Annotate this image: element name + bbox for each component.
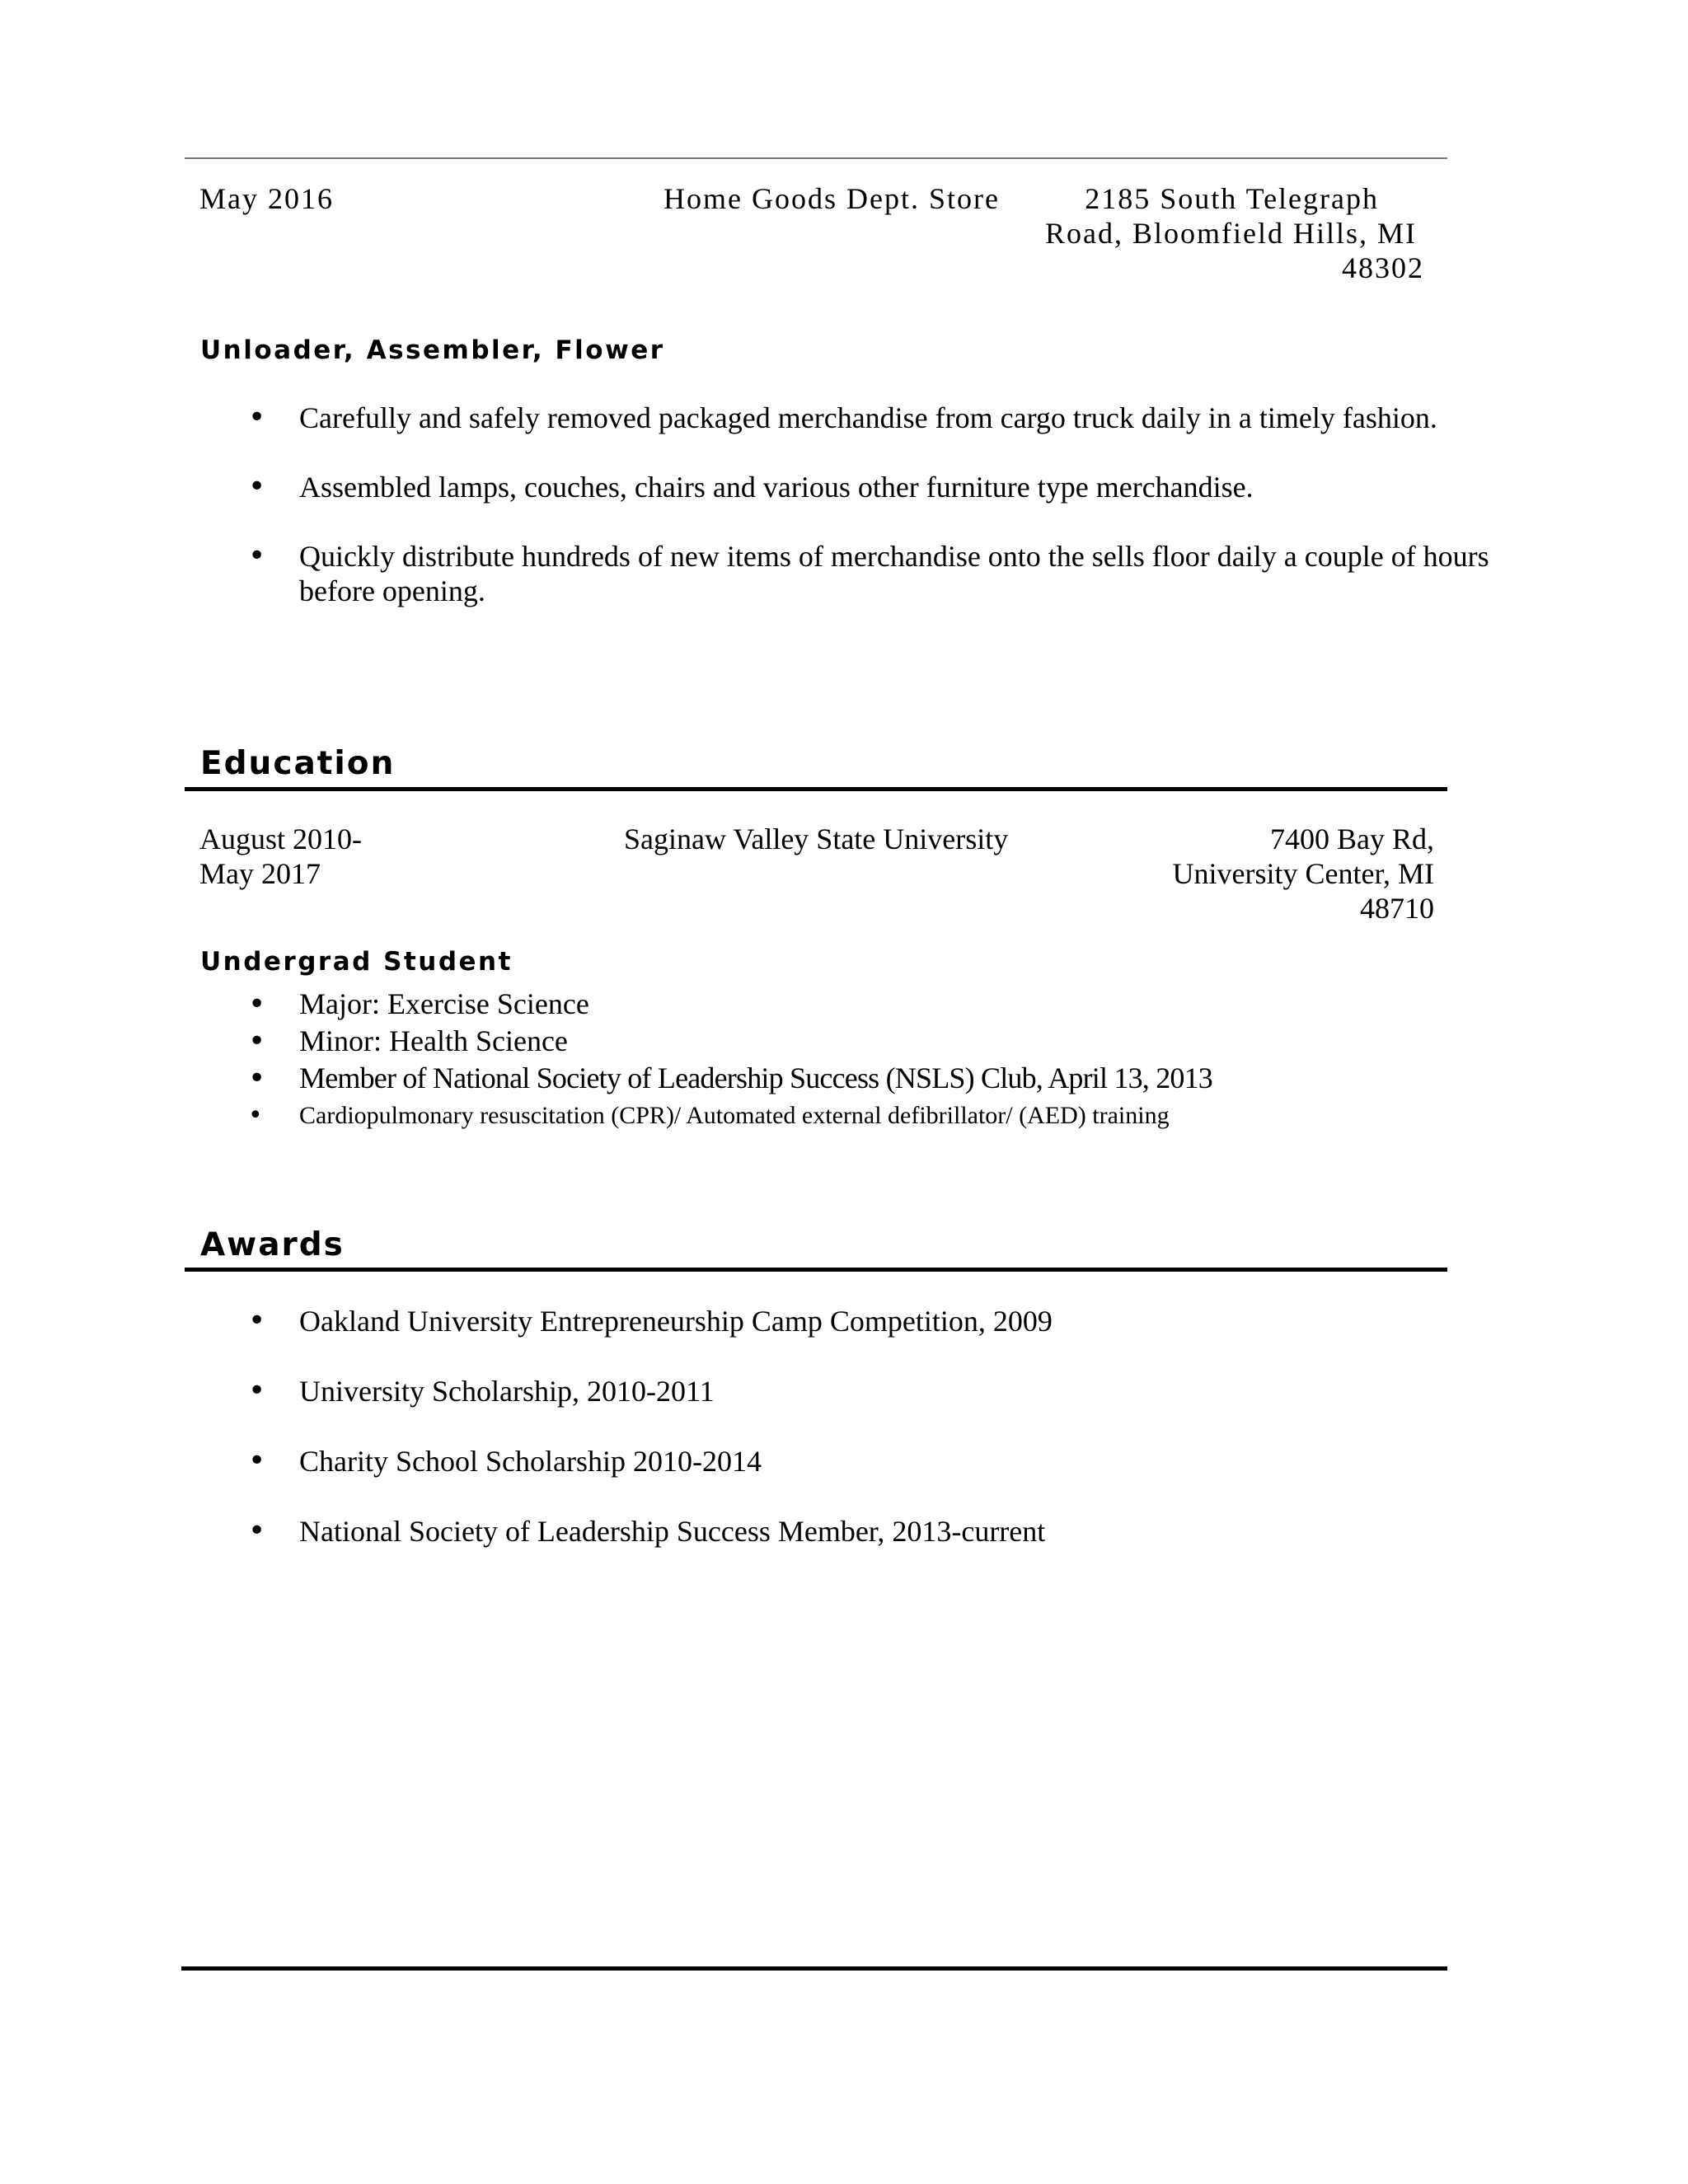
- education-school: Saginaw Valley State University: [624, 823, 1009, 855]
- job-address: [973, 181, 1424, 285]
- awards-divider: [185, 1268, 1447, 1272]
- bullet-text: Carefully and safely removed packaged merchandise from cargo truck daily in a timely fashion.: [299, 401, 1437, 434]
- list-item: [200, 1023, 1420, 1060]
- education-title: Undergrad Student: [200, 947, 513, 977]
- education-divider: [185, 787, 1447, 791]
- education-address-line: 7400 Bay Rd,: [1269, 823, 1434, 855]
- list-item: [200, 1444, 1420, 1479]
- awards-heading: Awards: [200, 1226, 345, 1263]
- education-date-line: May 2017: [199, 857, 321, 890]
- bullet-text: Major: Exercise Science: [299, 987, 589, 1020]
- list-item: [200, 1060, 1420, 1097]
- list-item: [200, 1304, 1420, 1338]
- bullet-text: Oakland University Entrepreneurship Camp Competition, 2009: [299, 1305, 1053, 1338]
- list-item: [200, 1514, 1420, 1549]
- education-address: [1022, 822, 1434, 926]
- bullet-text: Cardiopulmonary resuscitation (CPR)/ Automated external defibrillator/ (AED) training: [299, 1102, 1170, 1129]
- education-heading: Education: [200, 745, 396, 782]
- bullet-text: Charity School Scholarship 2010-2014: [299, 1445, 762, 1478]
- bullet-text: Quickly distribute hundreds of new items of merchandise onto the sells floor daily a couple of hours before opening.: [299, 540, 1489, 607]
- list-item: [200, 539, 1503, 608]
- education-address-line: 48710: [1360, 892, 1434, 925]
- bullet-text: National Society of Leadership Success Member, 2013-current: [299, 1515, 1046, 1548]
- bullet-text: University Scholarship, 2010-2011: [299, 1375, 715, 1408]
- bottom-divider: [181, 1966, 1447, 1971]
- job-address-line: 48302: [1342, 251, 1424, 284]
- bullet-text: Assembled lamps, couches, chairs and various other furniture type merchandise.: [299, 471, 1254, 504]
- bullet-text: Minor: Health Science: [299, 1024, 568, 1057]
- job-employer: Home Goods Dept. Store: [663, 182, 1000, 215]
- list-item: [200, 1374, 1420, 1408]
- job-date: May 2016: [199, 182, 334, 215]
- top-divider: [185, 157, 1447, 159]
- list-item: [200, 470, 1420, 504]
- education-bullet-list: [200, 986, 1420, 1134]
- job-address-line: 2185 South Telegraph: [1085, 182, 1379, 215]
- job-title: Unloader, Assembler, Flower: [200, 335, 665, 365]
- awards-bullet-list: [200, 1304, 1420, 1549]
- education-dates: [199, 822, 362, 891]
- education-address-line: University Center, MI: [1172, 857, 1434, 890]
- education-date-line: August 2010-: [199, 823, 362, 855]
- job-address-line: Road, Bloomfield Hills, MI: [1045, 217, 1417, 250]
- list-item: [200, 986, 1420, 1023]
- list-item: [200, 1097, 1420, 1134]
- bullet-text: Member of National Society of Leadership Success (NSLS) Club, April 13, 2013: [299, 1062, 1213, 1094]
- job-bullet-list: [200, 401, 1489, 608]
- list-item: [200, 401, 1486, 435]
